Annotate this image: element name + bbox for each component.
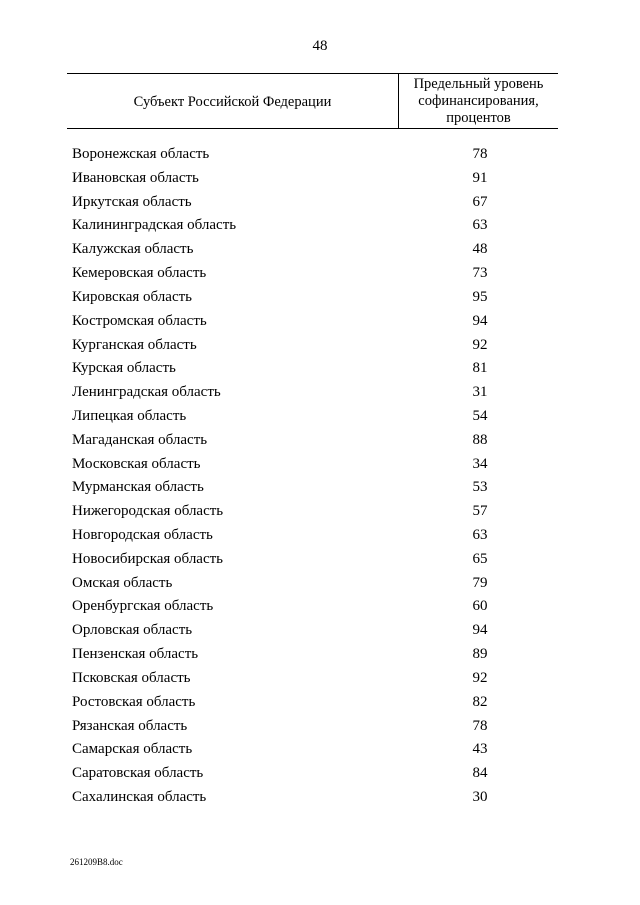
table-row	[0, 572, 640, 596]
table-row	[0, 357, 640, 381]
region-name: Кемеровская область	[72, 265, 207, 282]
region-name: Новгородская область	[72, 527, 213, 543]
region-name: Костромская область	[72, 312, 207, 329]
cofinancing-value: 88	[472, 431, 488, 448]
table-row	[0, 762, 640, 786]
cofinancing-value: 84	[472, 765, 488, 782]
table-row	[0, 262, 640, 286]
cofinancing-value: 73	[472, 265, 488, 282]
region-name: Московская область	[72, 455, 201, 472]
cofinancing-value: 43	[472, 741, 488, 758]
region-name: Кировская область	[72, 288, 193, 305]
cofinancing-value: 92	[472, 336, 488, 353]
region-name: Курганская область	[72, 336, 197, 353]
table-row	[0, 167, 640, 191]
region-name: Мурманская область	[72, 479, 204, 496]
table-row	[0, 524, 640, 548]
table-row	[0, 643, 640, 667]
region-name: Самарская область	[72, 741, 193, 758]
region-name: Калининградская область	[72, 217, 237, 234]
cofinancing-value: 65	[472, 550, 488, 567]
table-row	[0, 214, 640, 238]
cofinancing-value: 78	[472, 717, 488, 734]
cofinancing-value: 54	[472, 407, 488, 424]
region-name: Рязанская область	[72, 717, 188, 734]
cofinancing-value: 78	[472, 146, 488, 162]
cofinancing-value: 30	[472, 788, 488, 805]
region-name: Курская область	[72, 360, 176, 377]
region-name: Новосибирская область	[72, 550, 224, 567]
cofinancing-value: 48	[472, 241, 488, 258]
table-row	[0, 619, 640, 643]
region-name: Сахалинская область	[72, 788, 207, 805]
cofinancing-value: 89	[472, 646, 488, 663]
table-row	[0, 310, 640, 334]
table-row	[0, 595, 640, 619]
table-row	[0, 381, 640, 405]
region-name: Омская область	[72, 574, 173, 591]
region-name: Ивановская область	[72, 169, 199, 186]
region-name: Воронежская область	[72, 146, 210, 162]
header-subject: Субъект Российской Федерации	[133, 93, 332, 110]
table-body	[0, 143, 640, 810]
table-row	[0, 191, 640, 215]
cofinancing-value: 82	[472, 693, 488, 710]
cofinancing-value: 67	[472, 193, 488, 210]
cofinancing-value: 95	[472, 288, 488, 305]
cofinancing-value: 81	[472, 360, 488, 377]
page-number: 48	[312, 38, 328, 54]
table-header	[67, 73, 558, 129]
region-name: Псковская область	[72, 669, 191, 686]
cofinancing-value: 91	[472, 169, 488, 186]
cofinancing-value: 94	[472, 312, 488, 329]
table-row	[0, 238, 640, 262]
region-name: Ростовская область	[72, 693, 196, 710]
table-row	[0, 405, 640, 429]
cofinancing-value: 57	[472, 503, 488, 520]
region-name: Магаданская область	[72, 431, 208, 448]
table-row	[0, 476, 640, 500]
document-footer: 261209B8.doc	[70, 857, 123, 867]
cofinancing-value: 92	[472, 669, 488, 686]
cofinancing-value: 34	[472, 455, 488, 472]
region-name: Нижегородская область	[72, 503, 224, 520]
table-row	[0, 334, 640, 358]
cofinancing-value: 79	[472, 574, 488, 591]
cofinancing-value: 60	[472, 598, 488, 615]
table-row	[0, 453, 640, 477]
cofinancing-value: 31	[472, 384, 488, 401]
table-row	[0, 667, 640, 691]
cofinancing-value: 53	[472, 479, 488, 496]
cofinancing-value: 63	[472, 217, 488, 234]
region-name: Оренбургская область	[72, 598, 214, 615]
region-name: Пензенская область	[72, 646, 199, 663]
region-name: Калужская область	[72, 241, 194, 258]
cofinancing-value: 94	[472, 622, 488, 639]
region-name: Ленинградская область	[72, 384, 221, 401]
table-row	[0, 715, 640, 739]
table-row	[0, 691, 640, 715]
table-row	[0, 500, 640, 524]
table-row	[0, 286, 640, 310]
region-name: Орловская область	[72, 622, 193, 639]
cofinancing-value: 63	[472, 527, 488, 543]
table-row	[0, 143, 640, 167]
header-level: Предельный уровень софинансирования, процентов	[413, 75, 544, 126]
table-row	[0, 738, 640, 762]
region-name: Липецкая область	[72, 407, 187, 424]
table-row	[0, 548, 640, 572]
table-row	[0, 429, 640, 453]
region-name: Саратовская область	[72, 765, 204, 782]
table-row	[0, 786, 640, 810]
region-name: Иркутская область	[72, 193, 192, 210]
